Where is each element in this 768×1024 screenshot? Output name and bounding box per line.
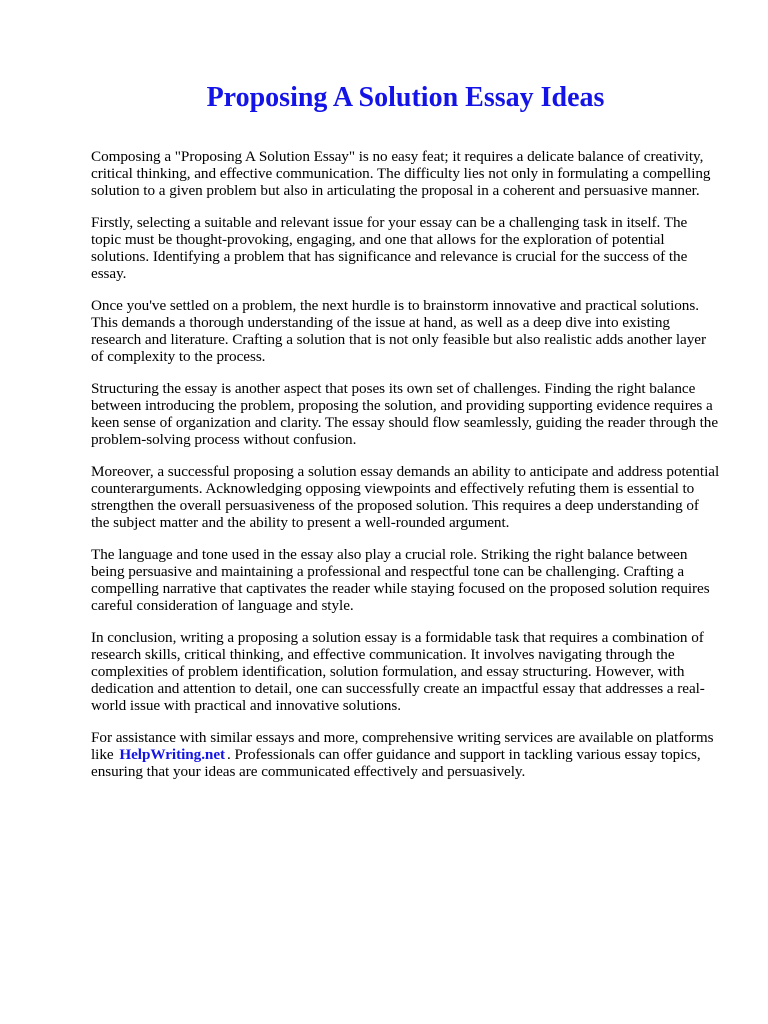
paragraph-counterarguments: Moreover, a successful proposing a solution essay demands an ability to anticipate and address potential counterarguments. Acknowledging opposing viewpoints and effectively refuting them is essential to strengthen the overall persuasiveness of the proposed solution. This requires a deep understanding of the subject matter and the ability to present a well-rounded argument. — [91, 463, 720, 531]
helpwriting-link[interactable]: HelpWriting.net — [119, 746, 226, 763]
paragraph-selecting-issue: Firstly, selecting a suitable and relevant issue for your essay can be a challenging task in itself. The topic must be thought-provoking, engaging, and one that allows for the exploration of potential solutions. Identifying a problem that has significance and relevance is crucial for the success of the essay. — [91, 214, 688, 282]
closing-text-before-link: For assistance with similar essays and more, comprehensive writing services are available on platforms like — [91, 729, 714, 763]
paragraph-intro: Composing a "Proposing A Solution Essay" is no easy feat; it requires a delicate balance of creativity, critical thinking, and effective communication. The difficulty lies not only in formulating a compelling solution to a given problem but also in articulating the proposal in a coherent and persuasive manner. — [91, 148, 711, 199]
paragraph-brainstorm: Once you've settled on a problem, the next hurdle is to brainstorm innovative and practical solutions. This demands a thorough understanding of the issue at hand, as well as a deep dive into existing research and literature. Crafting a solution that is not only feasible but also realistic adds another layer of complexity to the process. — [91, 297, 706, 365]
paragraph-closing — [91, 729, 720, 780]
page-title: Proposing A Solution Essay Ideas — [206, 82, 605, 113]
paragraph-conclusion: In conclusion, writing a proposing a solution essay is a formidable task that requires a combination of research skills, critical thinking, and effective communication. It involves navigating through the complexities of problem identification, solution formulation, and essay structuring. However, with dedication and attention to detail, one can successfully create an impactful essay that addresses a real-world issue with practical and innovative solutions. — [91, 629, 705, 714]
closing-text-after-link: . Professionals can offer guidance and support in tackling various essay topics, ensuring that your ideas are communicated effectively and persuasively. — [91, 746, 701, 780]
document-body — [91, 148, 720, 780]
paragraph-structuring: Structuring the essay is another aspect that poses its own set of challenges. Finding the right balance between introducing the problem, proposing the solution, and providing supporting evidence requires a keen sense of organization and clarity. The essay should flow seamlessly, guiding the reader through the problem-solving process without confusion. — [91, 380, 719, 448]
paragraph-language-tone: The language and tone used in the essay also play a crucial role. Striking the right balance between being persuasive and maintaining a professional and respectful tone can be challenging. Crafting a compelling narrative that captivates the reader while staying focused on the proposed solution requires careful consideration of language and style. — [91, 546, 710, 614]
